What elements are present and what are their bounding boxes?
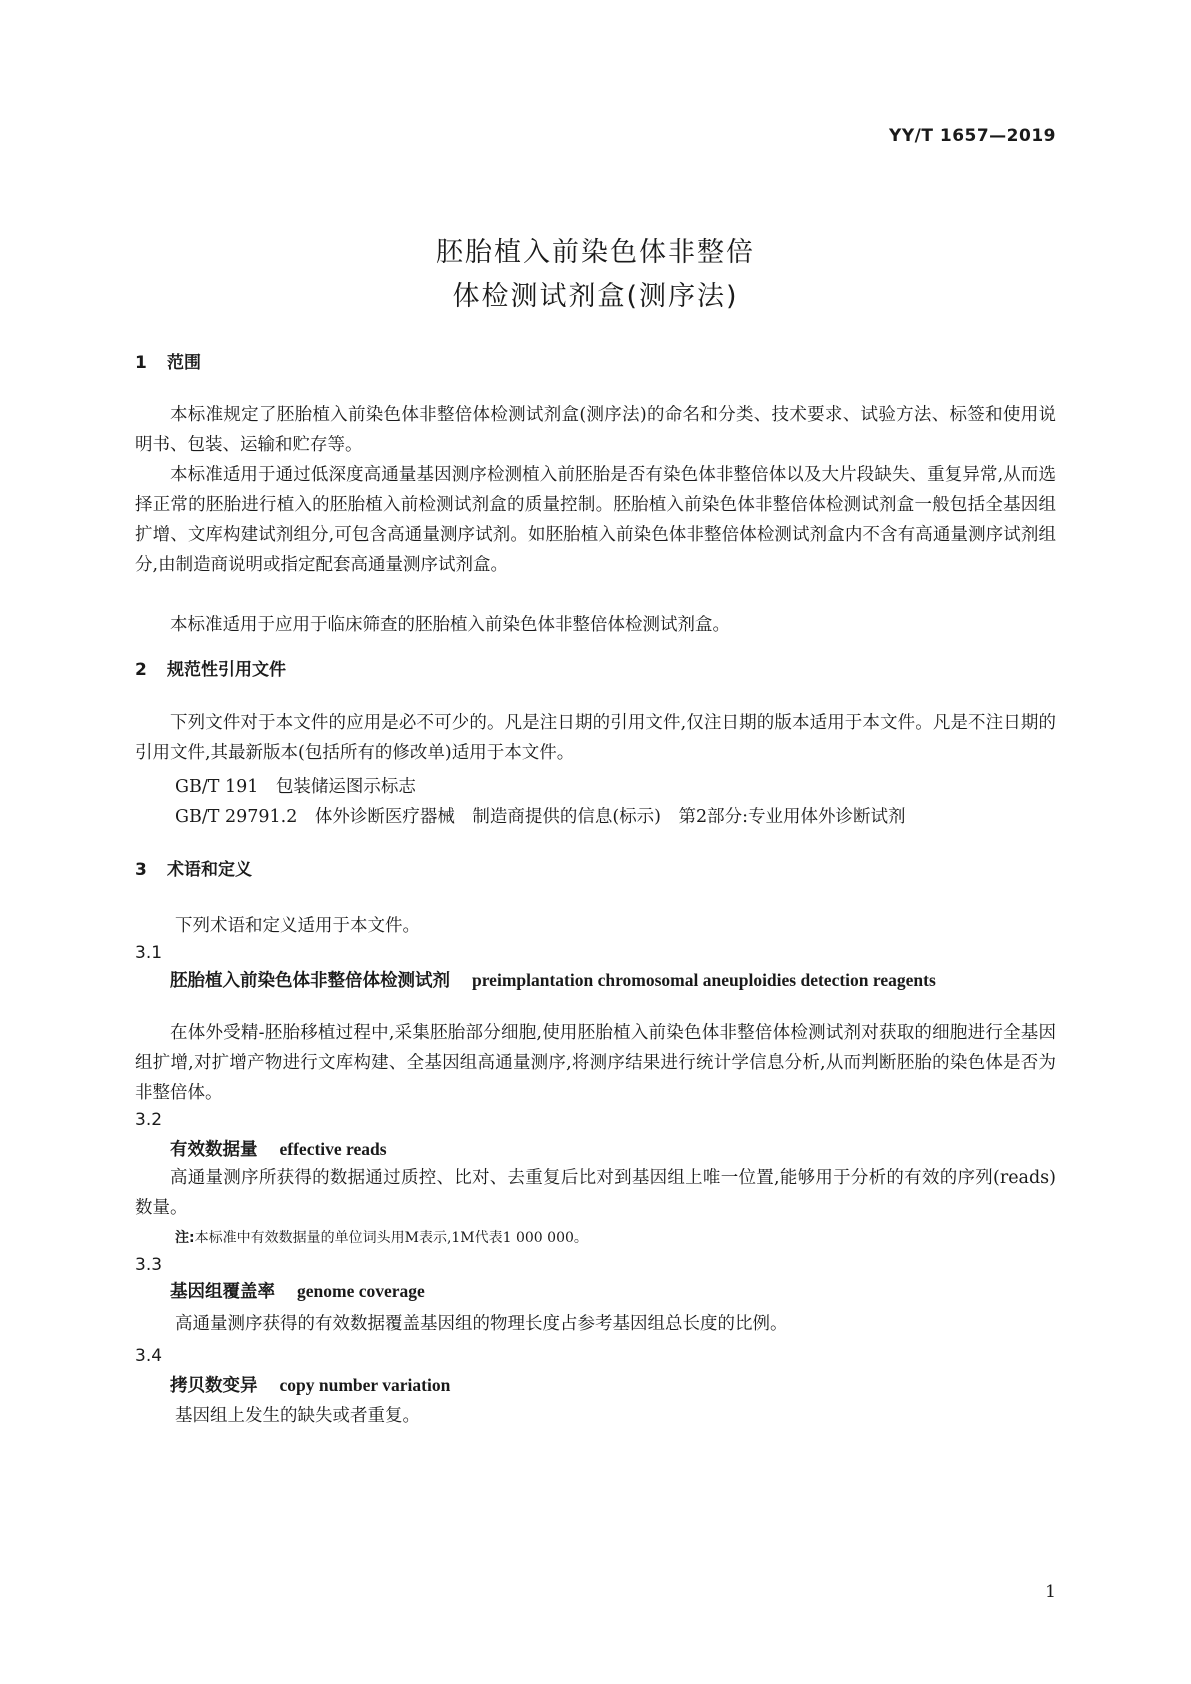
section-1-heading: [135, 348, 201, 373]
section-3-heading: [135, 855, 252, 880]
section-1-paragraph-3: 本标准适用于应用于临床筛查的胚胎植入前染色体非整倍体检测试剂盒。: [170, 615, 730, 635]
section-2-heading: [135, 655, 286, 680]
term-heading: [135, 1134, 1056, 1165]
term-zh: 拷贝数变异: [170, 1376, 258, 1396]
section-3-intro: 下列术语和定义适用于本文件。: [175, 916, 420, 936]
section-1-paragraph-1: 本标准规定了胚胎植入前染色体非整倍体检测试剂盒(测序法)的命名和分类、技术要求、试验方法、标签和使用说明书、包装、运输和贮存等。: [135, 405, 1056, 455]
term-en: copy number variation: [279, 1375, 451, 1395]
term-en: preimplantation chromosomal aneuploidies detection reagents: [472, 970, 936, 990]
term-number: 3.1: [135, 943, 163, 963]
term-en: effective reads: [279, 1139, 387, 1159]
term-definition: 基因组上发生的缺失或者重复。: [175, 1406, 420, 1426]
reference-item: GB/T 29791.2 体外诊断医疗器械 制造商提供的信息(标示) 第2部分:专业用体外诊断试剂: [175, 807, 906, 827]
title-line-1: 胚胎植入前染色体非整倍: [436, 237, 755, 268]
section-number: 3: [135, 860, 147, 880]
term-zh: 基因组覆盖率: [170, 1282, 275, 1302]
term-number: 3.2: [135, 1110, 163, 1130]
term-zh: 胚胎植入前染色体非整倍体检测试剂: [170, 971, 450, 991]
page-number: 1: [1045, 1582, 1056, 1602]
section-2-intro: 下列文件对于本文件的应用是必不可少的。凡是注日期的引用文件,仅注日期的版本适用于本文件。凡是不注日期的引用文件,其最新版本(包括所有的修改单)适用于本文件。: [135, 713, 1056, 763]
standard-code: YY/T 1657—2019: [889, 126, 1056, 146]
term-heading: [135, 1276, 1056, 1307]
section-title: 规范性引用文件: [167, 660, 286, 680]
term-number: 3.3: [135, 1255, 163, 1275]
term-heading: [135, 965, 1056, 996]
title-line-2: 体检测试剂盒(测序法): [452, 281, 739, 312]
term-zh: 有效数据量: [170, 1140, 258, 1160]
reference-item: GB/T 191 包装储运图示标志: [175, 777, 416, 797]
term-heading: [135, 1370, 1056, 1401]
note-label: 注:: [175, 1230, 195, 1246]
section-number: 1: [135, 353, 147, 373]
term-definition: 在体外受精-胚胎移植过程中,采集胚胎部分细胞,使用胚胎植入前染色体非整倍体检测试剂对获取的细胞进行全基因组扩增,对扩增产物进行文库构建、全基因组高通量测序,将测序结果进行统计学信息分析,从而判断胚胎的染色体是否为非整倍体。: [135, 1023, 1056, 1103]
section-1-paragraph-2: 本标准适用于通过低深度高通量基因测序检测植入前胚胎是否有染色体非整倍体以及大片段缺失、重复异常,从而选择正常的胚胎进行植入的胚胎植入前检测试剂盒的质量控制。胚胎植入前染色体非整倍体检测试剂盒一般包括全基因组扩增、文库构建试剂组分,可包含高通量测序试剂。如胚胎植入前染色体非整倍体检测试剂盒内不含有高通量测序试剂组分,由制造商说明或指定配套高通量测序试剂盒。: [135, 465, 1056, 575]
term-definition: 高通量测序获得的有效数据覆盖基因组的物理长度占参考基因组总长度的比例。: [175, 1314, 788, 1334]
note-text: 本标准中有效数据量的单位词头用M表示,1M代表1 000 000。: [194, 1230, 588, 1246]
section-number: 2: [135, 660, 147, 680]
section-title: 范围: [167, 353, 201, 373]
term-number: 3.4: [135, 1346, 163, 1366]
term-definition: 高通量测序所获得的数据通过质控、比对、去重复后比对到基因组上唯一位置,能够用于分析的有效的序列(reads)数量。: [135, 1168, 1056, 1218]
note: [175, 1227, 588, 1247]
section-title: 术语和定义: [167, 860, 252, 880]
term-en: genome coverage: [297, 1281, 425, 1301]
